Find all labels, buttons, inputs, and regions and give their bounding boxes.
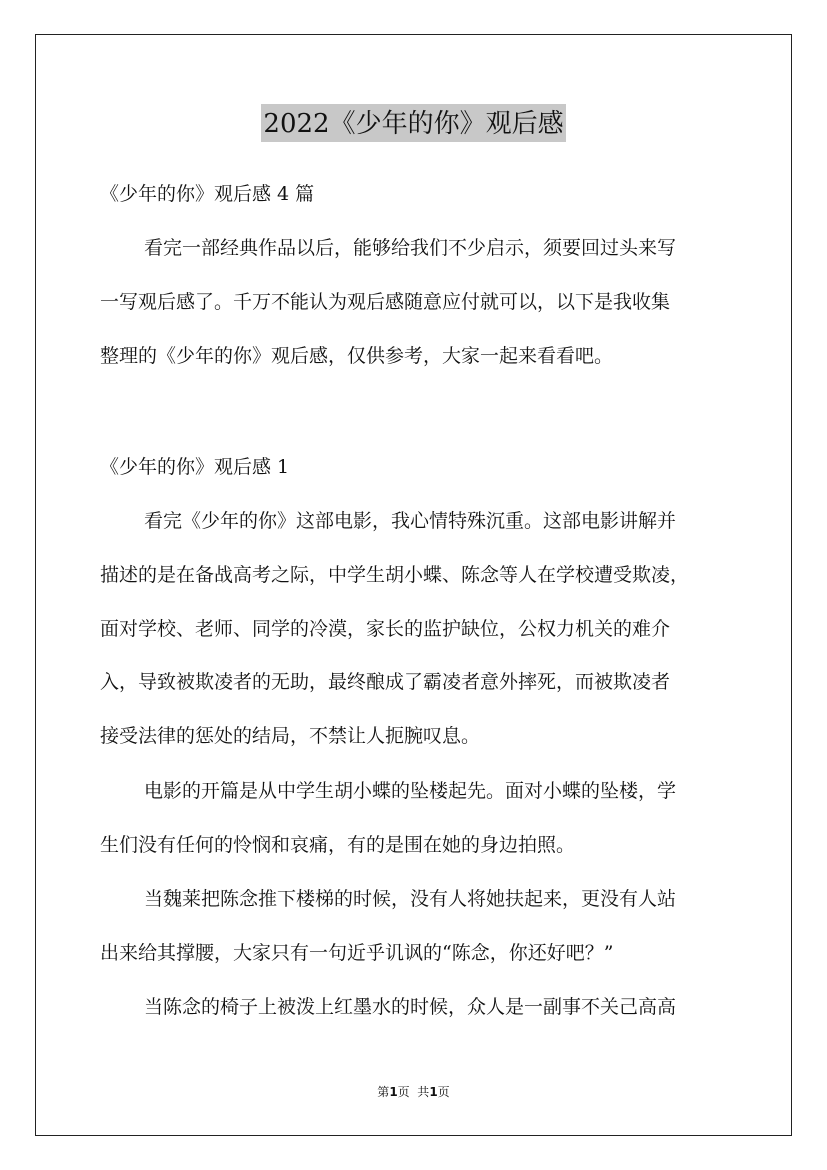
document-title: 2022《少年的你》观后感 bbox=[261, 104, 565, 142]
footer-page-suffix: 页 bbox=[437, 1085, 450, 1099]
page-footer bbox=[0, 1083, 827, 1100]
body-line: 接受法律的惩处的结局，不禁让人扼腕叹息。 bbox=[100, 725, 481, 747]
footer-page-mid: 页 共 bbox=[397, 1085, 430, 1099]
body-line: 出来给其撑腰，大家只有一句近乎讥讽的“陈念，你还好吧？” bbox=[100, 942, 614, 964]
footer-page-total: 1 bbox=[429, 1085, 438, 1099]
footer-page-current: 1 bbox=[389, 1085, 398, 1099]
intro-line: 看完一部经典作品以后，能够给我们不少启示，须要回过头来写 bbox=[144, 237, 677, 259]
body-line: 描述的是在备战高考之际，中学生胡小蝶、陈念等人在学校遭受欺凌， bbox=[100, 564, 690, 586]
body-line: 看完《少年的你》这部电影，我心情特殊沉重。这部电影讲解并 bbox=[144, 510, 677, 532]
intro-line: 一写观后感了。千万不能认为观后感随意应付就可以，以下是我收集 bbox=[100, 291, 671, 313]
footer-page-prefix: 第 bbox=[377, 1085, 390, 1099]
body-line: 面对学校、老师、同学的冷漠，家长的监护缺位，公权力机关的难介 bbox=[100, 618, 671, 640]
section-heading: 《少年的你》观后感 1 bbox=[100, 456, 290, 478]
body-line: 生们没有任何的怜悯和哀痛，有的是围在她的身边拍照。 bbox=[100, 834, 576, 856]
body-line: 当魏莱把陈念推下楼梯的时候，没有人将她扶起来，更没有人站 bbox=[144, 888, 677, 910]
title-container bbox=[0, 104, 827, 142]
body-line: 入，导致被欺凌者的无助，最终酿成了霸凌者意外摔死，而被欺凌者 bbox=[100, 671, 671, 693]
intro-line: 整理的《少年的你》观后感，仅供参考，大家一起来看看吧。 bbox=[100, 345, 614, 367]
document-subtitle: 《少年的你》观后感 4 篇 bbox=[100, 183, 315, 205]
body-line: 当陈念的椅子上被泼上红墨水的时候，众人是一副事不关己高高 bbox=[144, 996, 677, 1018]
body-line: 电影的开篇是从中学生胡小蝶的坠楼起先。面对小蝶的坠楼，学 bbox=[144, 780, 677, 802]
